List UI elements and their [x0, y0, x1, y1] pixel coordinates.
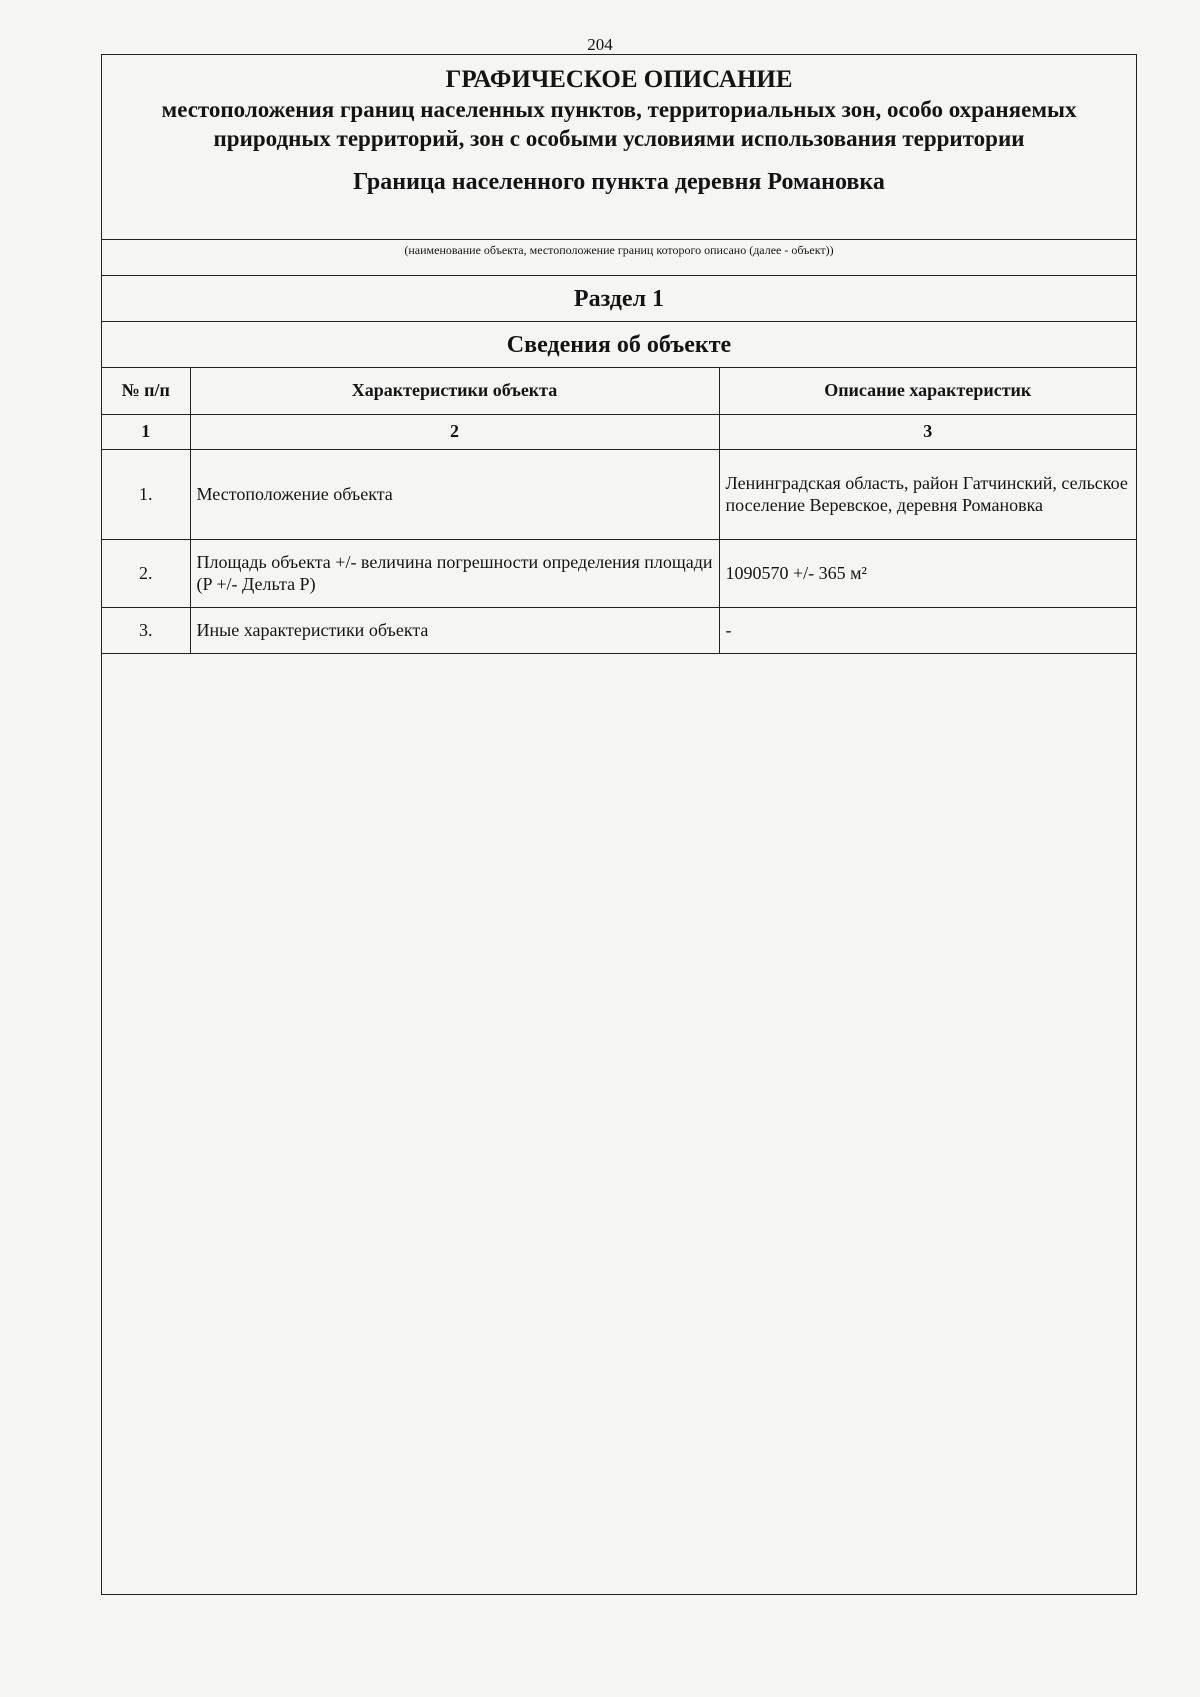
column-header: № п/п	[102, 368, 190, 414]
column-number: 2	[190, 414, 719, 449]
document-frame	[101, 54, 1137, 1595]
table-row	[102, 539, 1136, 607]
row-description: Ленинградская область, район Гатчинский, сельское поселение Веревское, деревня Романовка	[719, 449, 1136, 539]
column-header: Характеристики объекта	[190, 368, 719, 414]
row-number: 2.	[102, 539, 190, 607]
row-number: 3.	[102, 607, 190, 653]
characteristics-table	[102, 368, 1136, 654]
column-number: 1	[102, 414, 190, 449]
section-subtitle: Сведения об объекте	[102, 322, 1136, 368]
row-description: 1090570 +/- 365 м²	[719, 539, 1136, 607]
column-header: Описание характеристик	[719, 368, 1136, 414]
row-number: 1.	[102, 449, 190, 539]
row-characteristic: Площадь объекта +/- величина погрешности определения площади (P +/- Дельта P)	[190, 539, 719, 607]
document-title: ГРАФИЧЕСКОЕ ОПИСАНИЕ	[445, 66, 793, 93]
column-number-row	[102, 414, 1136, 449]
table-header-row	[102, 368, 1136, 414]
page-number: 204	[587, 35, 613, 54]
column-number: 3	[719, 414, 1136, 449]
table-row	[102, 449, 1136, 539]
table-row	[102, 607, 1136, 653]
document-subtitle: местоположения границ населенных пунктов, территориальных зон, особо охраняемых природных территорий, зон с особыми условиями использования территории	[161, 97, 1077, 151]
document-header	[102, 55, 1136, 240]
row-characteristic: Местоположение объекта	[190, 449, 719, 539]
row-characteristic: Иные характеристики объекта	[190, 607, 719, 653]
section-title: Раздел 1	[102, 276, 1136, 322]
row-description: -	[719, 607, 1136, 653]
object-caption: (наименование объекта, местоположение границ которого описано (далее - объект))	[102, 240, 1136, 276]
object-name: Граница населенного пункта деревня Романовка	[353, 169, 885, 195]
